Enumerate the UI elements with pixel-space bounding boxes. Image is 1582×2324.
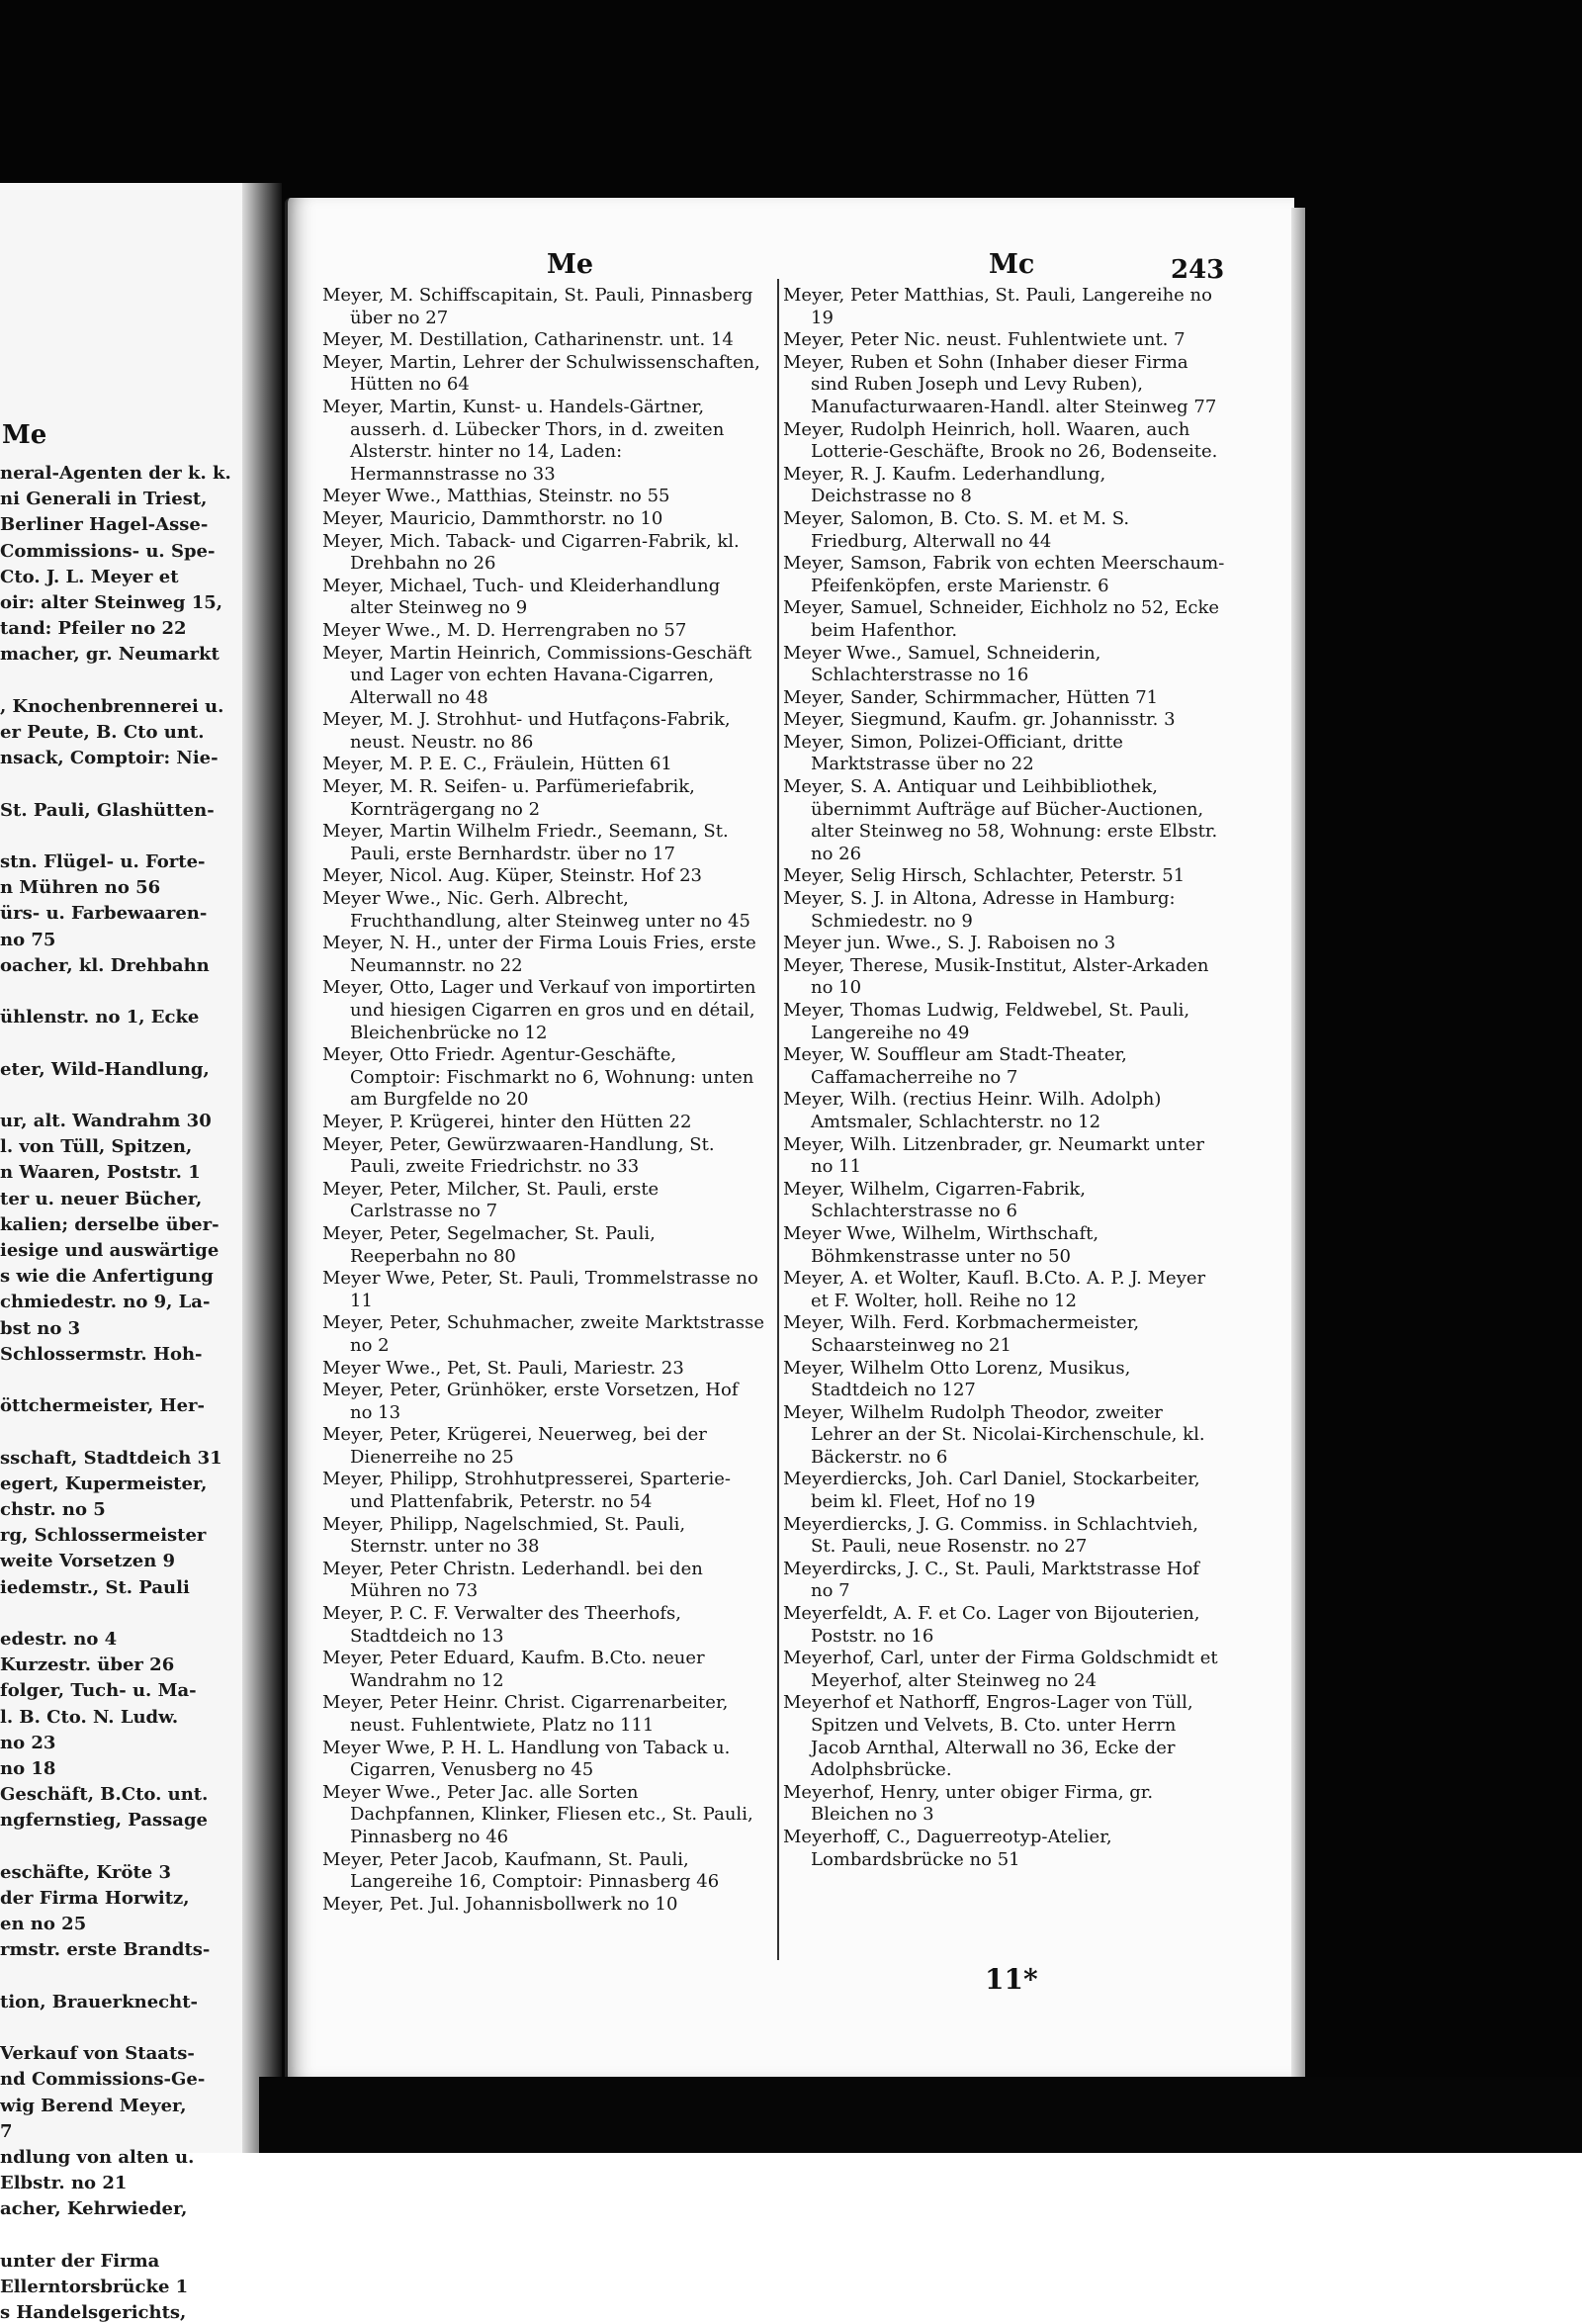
- directory-entry: Meyerdircks, J. C., St. Pauli, Marktstrasse Hof no 7: [783, 1558, 1199, 1602]
- directory-entry: Meyer, Martin, Lehrer der Schulwissenschaften, Hütten no 64: [322, 351, 760, 396]
- left-page-line: acher, Kehrwieder,: [0, 2198, 188, 2220]
- directory-entry: Meyer, Martin Heinrich, Commissions-Geschäft und Lager von echten Havana-Cigarren, Alterwall no 48: [322, 642, 752, 708]
- directory-entry: Meyer, M. R. Seifen- u. Parfümeriefabrik, Kornträgergang no 2: [322, 776, 695, 820]
- left-page-line: St. Pauli, Glashütten-: [0, 799, 215, 821]
- directory-entry: Meyer, Salomon, B. Cto. S. M. et M. S. Friedburg, Alterwall no 44: [783, 507, 1130, 552]
- left-page-line: Commissions- u. Spe-: [0, 540, 216, 562]
- directory-entry: Meyer, Otto Friedr. Agentur-Geschäfte, Comptoir: Fischmarkt no 6, Wohnung: unten am Burgfelde no 20: [322, 1044, 754, 1111]
- directory-entry: Meyer, Peter Matthias, St. Pauli, Langereihe no 19: [783, 285, 1212, 328]
- directory-entry: Meyer Wwe., Pet, St. Pauli, Mariestr. 23: [322, 1357, 684, 1379]
- left-page-line: sschaft, Stadtdeich 31: [0, 1447, 222, 1469]
- directory-entry: Meyer, P. Krügerei, hinter den Hütten 22: [322, 1111, 692, 1132]
- left-page-line: iesige und auswärtige: [0, 1240, 220, 1261]
- left-page-line: Ellerntorsbrücke 1: [0, 2277, 189, 2297]
- directory-entry: Meyer, Rudolph Heinrich, holl. Waaren, auch Lotterie-Geschäfte, Brook no 26, Bodenseite.: [783, 418, 1218, 463]
- directory-entry: Meyer, Michael, Tuch- und Kleiderhandlung alter Steinweg no 9: [322, 575, 721, 619]
- directory-entry: Meyer, Mich. Taback- und Cigarren-Fabrik, kl. Drehbahn no 26: [322, 530, 740, 575]
- directory-entry: Meyerhof et Nathorff, Engros-Lager von Tüll, Spitzen und Velvets, B. Cto. unter Herrn Jacob Arnthal, Alterwall no 36, Ecke der Adolphsbrücke.: [783, 1692, 1193, 1781]
- left-page-line: weite Vorsetzen 9: [0, 1551, 176, 1572]
- left-page-line: en no 25: [0, 1914, 87, 1935]
- directory-entry: Meyer, Thomas Ludwig, Feldwebel, St. Pauli, Langereihe no 49: [783, 1000, 1190, 1043]
- directory-entry: Meyer, Philipp, Strohhutpresserei, Sparterie- und Plattenfabrik, Peterstr. no 54: [322, 1469, 731, 1513]
- left-page-line: n Waaren, Poststr. 1: [0, 1162, 201, 1184]
- left-page-line: Geschäft, B.Cto. unt.: [0, 1784, 209, 1806]
- directory-entry: Meyer, Peter, Segelmacher, St. Pauli, Reeperbahn no 80: [322, 1222, 656, 1267]
- directory-entry: Meyer, P. C. F. Verwalter des Theerhofs, Stadtdeich no 13: [322, 1603, 681, 1647]
- directory-entry: Meyerhof, Henry, unter obiger Firma, gr. Bleichen no 3: [783, 1781, 1154, 1826]
- directory-entry: Meyer Wwe., Matthias, Steinstr. no 55: [322, 486, 670, 507]
- directory-entry: Meyer, M. Destillation, Catharinenstr. unt. 14: [322, 329, 734, 351]
- left-page-line: öttchermeister, Her-: [0, 1395, 205, 1417]
- left-page-line: tion, Brauerknecht-: [0, 1991, 199, 2012]
- left-page-line: s wie die Anfertigung: [0, 1266, 214, 1288]
- left-page-line: ngfernstieg, Passage: [0, 1810, 208, 1832]
- directory-entry: Meyer, Peter Christn. Lederhandl. bei den Mühren no 73: [322, 1558, 703, 1602]
- left-page-line: eter, Wild-Handlung,: [0, 1058, 210, 1080]
- left-page-line: chstr. no 5: [0, 1499, 106, 1520]
- entries-column-right: [783, 285, 1226, 1871]
- left-page-line: er Peute, B. Cto unt.: [0, 722, 205, 743]
- left-page-line: 7: [0, 2120, 13, 2142]
- left-page-line: ter u. neuer Bücher,: [0, 1188, 203, 1209]
- left-page-line: no 23: [0, 1732, 56, 1753]
- directory-entry: Meyer Wwe., Peter Jac. alle Sorten Dachpfannen, Klinker, Fliesen etc., St. Pauli, Pinnasberg no 46: [322, 1781, 753, 1847]
- directory-entry: Meyer, Martin, Kunst- u. Handels-Gärtner, ausserh. d. Lübecker Thors, in d. zweiten Alsterstr. hinter no 14, Laden: Hermannstrasse no 33: [322, 396, 725, 485]
- left-page-line: der Firma Horwitz,: [0, 1888, 190, 1909]
- directory-entry: Meyer Wwe, P. H. L. Handlung von Taback u. Cigarren, Venusberg no 45: [322, 1737, 731, 1781]
- column-divider: [777, 279, 779, 1960]
- directory-entry: Meyer, Sander, Schirmmacher, Hütten 71: [783, 686, 1159, 708]
- left-page-line: iedemstr., St. Pauli: [0, 1576, 190, 1598]
- directory-entry: Meyer, N. H., unter der Firma Louis Fries, erste Neumannstr. no 22: [322, 933, 756, 976]
- left-page-line: s Handelsgerichts,: [0, 2302, 187, 2324]
- directory-entry: Meyer, Samson, Fabrik von echten Meerschaum-Pfeifenköpfen, erste Marienstr. 6: [783, 553, 1225, 596]
- directory-entry: Meyer, Selig Hirsch, Schlachter, Peterstr. 51: [783, 865, 1186, 887]
- page-edge: [1291, 208, 1305, 2077]
- left-page-line: wig Berend Meyer,: [0, 2095, 187, 2116]
- directory-entry: Meyer, M. J. Strohhut- und Hutfaçons-Fabrik, neust. Neustr. no 86: [322, 709, 731, 753]
- left-page-line: macher, gr. Neumarkt: [0, 644, 220, 666]
- directory-entry: Meyer, W. Souffleur am Stadt-Theater, Caffamacherreihe no 7: [783, 1044, 1127, 1088]
- directory-entry: Meyer jun. Wwe., S. J. Raboisen no 3: [783, 933, 1116, 954]
- left-page-line: Elbstr. no 21: [0, 2173, 128, 2194]
- directory-entry: Meyer, Martin Wilhelm Friedr., Seemann, St. Pauli, erste Bernhardstr. über no 17: [322, 821, 729, 864]
- left-page-line: eschäfte, Kröte 3: [0, 1861, 172, 1883]
- left-page-line: folger, Tuch- u. Ma-: [0, 1680, 197, 1702]
- left-running-head: Me: [2, 420, 47, 450]
- directory-entry: Meyer, Peter, Grünhöker, erste Vorsetzen, Hof no 13: [322, 1380, 739, 1423]
- left-page-line: rmstr. erste Brandts-: [0, 1939, 211, 1961]
- left-page-line: Cto. J. L. Meyer et: [0, 566, 179, 587]
- left-page-line: ühlenstr. no 1, Ecke: [0, 1007, 200, 1028]
- directory-entry: Meyer, Wilh. Litzenbrader, gr. Neumarkt unter no 11: [783, 1133, 1205, 1178]
- left-page-line: neral-Agenten der k. k.: [0, 463, 231, 484]
- left-page-line: oir: alter Steinweg 15,: [0, 592, 223, 613]
- directory-entry: Meyer, Peter Jacob, Kaufmann, St. Pauli, Langereihe 16, Comptoir: Pinnasberg 46: [322, 1848, 720, 1893]
- left-page-line: , Knochenbrennerei u.: [0, 695, 224, 717]
- left-page-line: ni Generali in Triest,: [0, 489, 208, 510]
- directory-entry: Meyer, M. P. E. C., Fräulein, Hütten 61: [322, 754, 672, 775]
- left-page-line: Schlossermstr. Hoh-: [0, 1343, 203, 1365]
- left-page-line: l. von Tüll, Spitzen,: [0, 1136, 193, 1158]
- directory-entry: Meyer, Peter Nic. neust. Fuhlentwiete unt. 7: [783, 329, 1186, 351]
- directory-entry: Meyer, Peter Eduard, Kaufm. B.Cto. neuer Wandrahm no 12: [322, 1648, 705, 1691]
- directory-entry: Meyer, Wilh. (rectius Heinr. Wilh. Adolph) Amtsmaler, Schlachterstr. no 12: [783, 1089, 1162, 1132]
- left-page-line: ürs- u. Farbewaaren-: [0, 903, 208, 925]
- directory-entry: Meyer Wwe, Wilhelm, Wirthschaft, Böhmkenstrasse unter no 50: [783, 1222, 1099, 1267]
- directory-entry: Meyer, Ruben et Sohn (Inhaber dieser Firma sind Ruben Joseph und Levy Ruben), Manufacturwaaren-Handl. alter Steinweg 77: [783, 351, 1217, 417]
- directory-entry: Meyer, Therese, Musik-Institut, Alster-Arkaden no 10: [783, 954, 1209, 999]
- entries-column-left: [322, 285, 765, 1916]
- directory-entry: Meyer, Mauricio, Dammthorstr. no 10: [322, 507, 663, 529]
- page-number: 243: [1171, 255, 1225, 285]
- left-page-line: n Mühren no 56: [0, 877, 161, 899]
- left-page-line: egert, Kupermeister,: [0, 1473, 208, 1494]
- left-page: [0, 183, 259, 2324]
- directory-entry: Meyer, Peter, Milcher, St. Pauli, erste Carlstrasse no 7: [322, 1178, 659, 1222]
- directory-entry: Meyer, S. J. in Altona, Adresse in Hamburg: Schmiedestr. no 9: [783, 888, 1176, 932]
- left-page-line: ur, alt. Wandrahm 30: [0, 1111, 212, 1131]
- left-page-line: chmiedestr. no 9, La-: [0, 1292, 211, 1313]
- directory-entry: Meyer, Pet. Jul. Johannisbollwerk no 10: [322, 1893, 678, 1915]
- directory-entry: Meyer, Wilhelm Rudolph Theodor, zweiter Lehrer an der St. Nicolai-Kirchenschule, kl. Bäckerstr. no 6: [783, 1401, 1205, 1468]
- directory-entry: Meyer, Otto, Lager und Verkauf von importirten und hiesigen Cigarren en gros und en détail, Bleichenbrücke no 12: [322, 977, 756, 1043]
- directory-entry: Meyer, Peter, Schuhmacher, zweite Marktstrasse no 2: [322, 1312, 765, 1356]
- directory-entry: Meyer, Philipp, Nagelschmied, St. Pauli, Sternstr. unter no 38: [322, 1513, 686, 1558]
- directory-entry: Meyer, Nicol. Aug. Küper, Steinstr. Hof 23: [322, 865, 702, 887]
- left-page-line: edestr. no 4: [0, 1629, 118, 1650]
- directory-entry: Meyer, A. et Wolter, Kaufl. B.Cto. A. P. J. Meyer et F. Wolter, holl. Reihe no 12: [783, 1268, 1206, 1311]
- left-page-line: kalien; derselbe über-: [0, 1213, 220, 1235]
- left-page-line: tand: Pfeiler no 22: [0, 618, 187, 640]
- left-page-line: stn. Flügel- u. Forte-: [0, 851, 206, 872]
- directory-entry: Meyer, R. J. Kaufm. Lederhandlung, Deichstrasse no 8: [783, 463, 1106, 507]
- left-page-line: nsack, Comptoir: Nie-: [0, 748, 219, 769]
- directory-entry: Meyer, Peter Heinr. Christ. Cigarrenarbeiter, neust. Fuhlentwiete, Platz no 111: [322, 1692, 729, 1736]
- left-page-line: l. B. Cto. N. Ludw.: [0, 1706, 179, 1728]
- directory-entry: Meyer, Peter, Gewürzwaaren-Handlung, St. Pauli, zweite Friedrichstr. no 33: [322, 1133, 715, 1178]
- directory-entry: Meyer, Simon, Polizei-Officiant, dritte Marktstrasse über no 22: [783, 731, 1123, 775]
- directory-entry: Meyer, Peter, Krügerei, Neuerweg, bei der Dienerreihe no 25: [322, 1424, 707, 1468]
- signature-mark: 11*: [985, 1963, 1038, 1996]
- directory-entry: Meyer, Wilhelm, Cigarren-Fabrik, Schlachterstrasse no 6: [783, 1178, 1087, 1222]
- directory-entry: Meyer, Samuel, Schneider, Eichholz no 52, Ecke beim Hafenthor.: [783, 597, 1220, 641]
- running-head-left: Me: [547, 249, 594, 280]
- left-page-line: Verkauf von Staats-: [0, 2043, 195, 2065]
- running-head-right: Mc: [989, 249, 1035, 280]
- left-page-line: bst no 3: [0, 1317, 81, 1339]
- directory-entry: Meyerhoff, C., Daguerreotyp-Atelier, Lombardsbrücke no 51: [783, 1826, 1112, 1870]
- directory-entry: Meyer, Wilh. Ferd. Korbmachermeister, Schaarsteinweg no 21: [783, 1312, 1140, 1356]
- directory-entry: Meyer Wwe., Nic. Gerh. Albrecht, Fruchthandlung, alter Steinweg unter no 45: [322, 888, 750, 932]
- left-page-line: Berliner Hagel-Asse-: [0, 514, 209, 536]
- directory-entry: Meyer Wwe., M. D. Herrengraben no 57: [322, 619, 687, 641]
- left-page-line: ndlung von alten u.: [0, 2147, 195, 2168]
- gutter-shadow: [242, 183, 282, 2153]
- directory-entry: Meyer, M. Schiffscapitain, St. Pauli, Pinnasberg über no 27: [322, 285, 753, 328]
- left-page-line: Kurzestr. über 26: [0, 1654, 175, 1676]
- directory-entry: Meyer Wwe., Samuel, Schneiderin, Schlachterstrasse no 16: [783, 642, 1101, 686]
- scan-bottom-border: [259, 2077, 1582, 2153]
- left-page-line: no 75: [0, 929, 56, 950]
- directory-entry: Meyer, S. A. Antiquar und Leihbibliothek, übernimmt Aufträge auf Bücher-Auctionen, alter Steinweg no 58, Wohnung: erste Elbstr. no 26: [783, 776, 1218, 864]
- directory-entry: Meyerdiercks, J. G. Commiss. in Schlachtvieh, St. Pauli, neue Rosenstr. no 27: [783, 1513, 1198, 1558]
- directory-entry: Meyerdiercks, Joh. Carl Daniel, Stockarbeiter, beim kl. Fleet, Hof no 19: [783, 1469, 1200, 1513]
- left-page-line: unter der Firma: [0, 2250, 160, 2272]
- left-page-line: rg, Schlossermeister: [0, 1525, 207, 1547]
- directory-entry: Meyerfeldt, A. F. et Co. Lager von Bijouterien, Poststr. no 16: [783, 1603, 1200, 1647]
- directory-entry: Meyer, Wilhelm Otto Lorenz, Musikus, Stadtdeich no 127: [783, 1357, 1131, 1401]
- left-page-line: oacher, kl. Drehbahn: [0, 954, 210, 976]
- directory-entry: Meyer, Siegmund, Kaufm. gr. Johannisstr. 3: [783, 709, 1176, 731]
- directory-entry: Meyer Wwe, Peter, St. Pauli, Trommelstrasse no 11: [322, 1268, 758, 1311]
- directory-entry: Meyerhof, Carl, unter der Firma Goldschmidt et Meyerhof, alter Steinweg no 24: [783, 1648, 1218, 1691]
- left-page-line: no 18: [0, 1758, 56, 1779]
- left-page-line: nd Commissions-Ge-: [0, 2069, 206, 2091]
